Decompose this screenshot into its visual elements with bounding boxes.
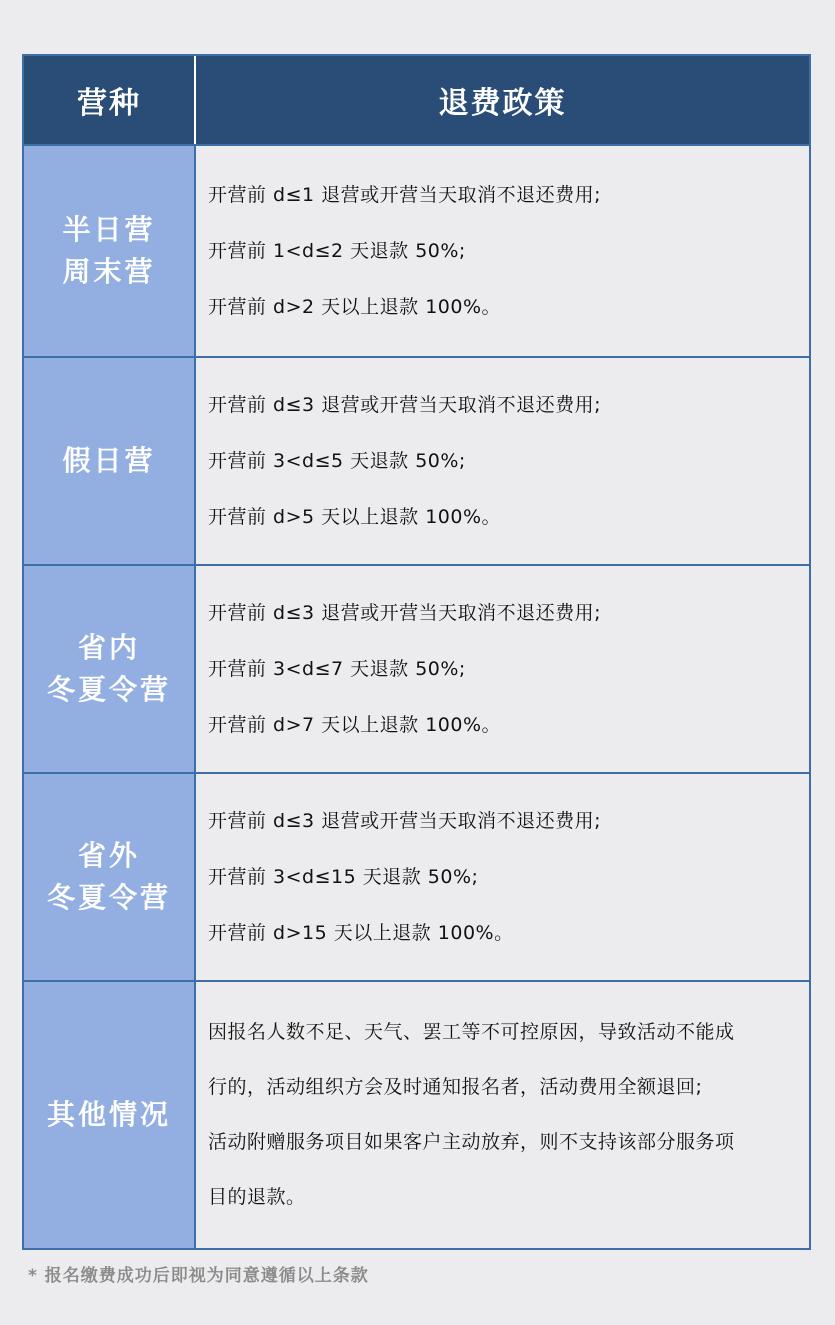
camp-type-label: 冬夏令营 — [46, 881, 171, 914]
policy-line: 开营前 3<d≤7 天退款 50%; — [208, 658, 466, 680]
table-row — [24, 564, 809, 772]
table-row — [24, 356, 809, 564]
policy-line: 行的，活动组织方会及时通知报名者，活动费用全额退回; — [208, 1076, 703, 1098]
camp-type-label: 半日营 — [62, 213, 156, 246]
policy-line: 开营前 1<d≤2 天退款 50%; — [208, 240, 466, 262]
policy-line: 开营前 d≤3 退营或开营当天取消不退还费用; — [208, 810, 602, 832]
camp-type-label: 省内 — [77, 631, 140, 664]
header-camp-type: 营种 — [24, 56, 196, 144]
policy-line: 开营前 d>15 天以上退款 100%。 — [208, 922, 514, 944]
camp-type-cell — [24, 146, 196, 356]
camp-type-cell — [24, 774, 196, 980]
footnote: * 报名缴费成功后即视为同意遵循以上条款 — [28, 1266, 369, 1286]
camp-type-label: 省外 — [77, 839, 140, 872]
policy-line: 开营前 d≤3 退营或开营当天取消不退还费用; — [208, 394, 602, 416]
table-header — [24, 56, 809, 144]
camp-type-label: 周末营 — [62, 255, 156, 288]
policy-line: 因报名人数不足、天气、罢工等不可控原因，导致活动不能成 — [208, 1021, 735, 1043]
policy-line: 开营前 d>2 天以上退款 100%。 — [208, 296, 502, 318]
policy-line: 开营前 d≤1 退营或开营当天取消不退还费用; — [208, 184, 602, 206]
policy-line: 活动附赠服务项目如果客户主动放弃，则不支持该部分服务项 — [208, 1131, 735, 1153]
camp-type-cell — [24, 982, 196, 1248]
policy-line: 开营前 d≤3 退营或开营当天取消不退还费用; — [208, 602, 602, 624]
policy-line: 开营前 d>5 天以上退款 100%。 — [208, 506, 502, 528]
camp-type-cell — [24, 566, 196, 772]
camp-type-label: 假日营 — [62, 444, 156, 477]
policy-cell — [196, 358, 809, 564]
table-row — [24, 772, 809, 980]
header-refund-policy: 退费政策 — [438, 86, 567, 121]
camp-type-label: 冬夏令营 — [46, 673, 171, 706]
policy-cell — [196, 774, 809, 980]
policy-line: 开营前 3<d≤5 天退款 50%; — [208, 450, 466, 472]
refund-policy-table — [22, 54, 811, 1250]
camp-type-cell — [24, 358, 196, 564]
policy-line: 开营前 3<d≤15 天退款 50%; — [208, 866, 479, 888]
policy-line: 目的退款。 — [208, 1186, 306, 1208]
policy-line: 开营前 d>7 天以上退款 100%。 — [208, 714, 502, 736]
table-row — [24, 144, 809, 356]
policy-cell — [196, 982, 809, 1248]
table-row — [24, 980, 809, 1248]
camp-type-label: 其他情况 — [46, 1098, 171, 1131]
policy-cell — [196, 146, 809, 356]
policy-cell — [196, 566, 809, 772]
